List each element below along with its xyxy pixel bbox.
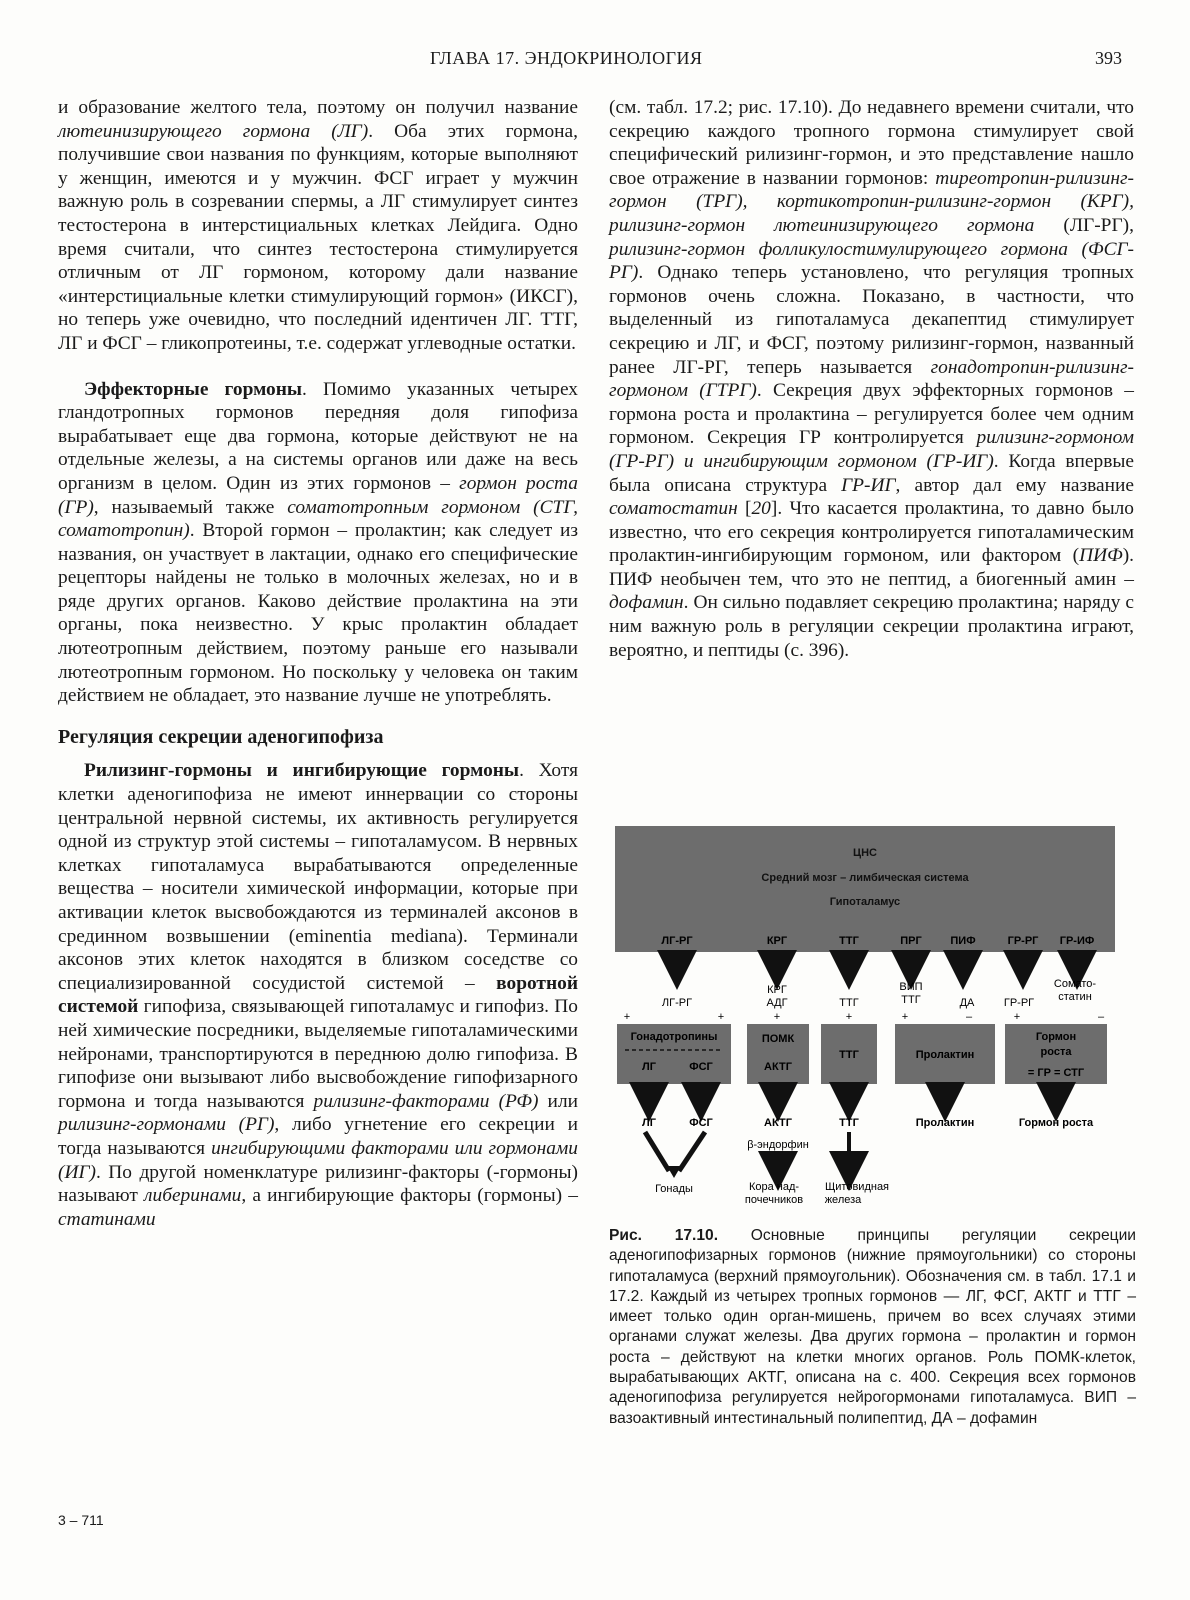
text-run: ГР-ИГ [841, 474, 896, 496]
out-growth-hormone: Гормон роста [1018, 1117, 1094, 1129]
gonadotropins-label: Гонадотропины [630, 1031, 718, 1043]
text-run: , называемый также [93, 496, 288, 518]
text-run: гонадотропин-рилизинг-гормоном (ГТРГ) [609, 356, 1134, 402]
text-run: дофамин [609, 592, 684, 614]
text-run: . Хотя клетки аденогипофиза не имеют иннервации со стороны центральной нервной системы, их активность регулируется одной из структур этой системы – гипоталамусом. В нервных клетках гипоталамуса вырабатываются определенные вещества – носители химической информации, которые при активации клеток высвобождаются из терминалей аксонов в срединном возвышении (eminentia mediana). Терминали аксонов этих клеток находятся в близком соседстве со специализированной сосудистой системой – [58, 760, 578, 994]
plus-sign: + [623, 1011, 631, 1023]
mid-somato-1: Сомато- [1053, 978, 1097, 990]
out-endorphin: β-эндорфин [747, 1139, 809, 1151]
mid-adg: АДГ [766, 997, 788, 1009]
plus-sign: + [1013, 1011, 1021, 1023]
gonads-arrowhead [667, 1166, 681, 1178]
text-run: , либо угнетение его секреции и тогда называются [58, 1114, 578, 1159]
text-run: [ [737, 498, 752, 520]
text-run: ). ПИФ необычен тем, что это не пептид, а биогенный амин – [609, 545, 1134, 590]
text-run: . Помимо указанных четырех гландотропных гормонов передняя доля гипофиза вырабатывает еще два гормона, которые действуют не на отдельные железы, а на системы органов или даже на весь организм в целом. Один из этих гормонов – [58, 378, 578, 494]
text-run: рилизинг-гормонами (РГ) [58, 1114, 275, 1136]
mid-ttg: ТТГ [839, 997, 859, 1009]
mid-ttg2: ТТГ [901, 994, 921, 1006]
text-run: (ЛГ-РГ), [1034, 214, 1134, 236]
regulation-diagram [609, 826, 1134, 1214]
caption-text: Основные принципы регуляции секреции аденогипофизарных гормонов (нижние прямоугольники) со стороны гипоталамуса (верхний прямоугольник). Обозначения см. в табл. 17.1 и 17.2. Каждый из четырех тропных гормонов — ЛГ, ФСГ, АКТГ и ТТГ – имеет только один орган-мишень, причем во всех случаях этими органами служат железы. Два других гормона – пролактин и гормон роста – действуют на клетки многих органов. Роль ПОМК-клеток, вырабатывающих АКТГ, описана на с. 400. Секреция всех гормонов аденогипофиза регулируется нейрогормонами гипоталамуса. ВИП – вазоактивный интестинальный полипептид, ДА – дофамин [609, 1227, 1136, 1427]
mid-somato-2: статин [1058, 991, 1092, 1003]
aktg-box-label: АКТГ [764, 1061, 792, 1073]
pomk-label: ПОМК [761, 1033, 795, 1045]
section-heading: Регуляция секреции аденогипофиза [58, 725, 384, 748]
minus-sign: – [965, 1011, 973, 1023]
text-run: Эффекторные гормоны [84, 378, 303, 400]
hh-pif: ПИФ [950, 935, 976, 947]
mid-krg: КРГ [767, 984, 787, 996]
gonad-fsg-label: ФСГ [689, 1061, 713, 1073]
text-run: соматостатин [609, 498, 738, 520]
hh-prg: ПРГ [900, 935, 922, 947]
right-column [609, 96, 1134, 662]
left-paragraph-2 [58, 378, 578, 708]
left-paragraph-3 [58, 759, 578, 1231]
gr-label-3: = ГР = СТГ [1027, 1067, 1085, 1079]
text-run: и образование желтого тела, поэтому он получил название [58, 97, 578, 118]
plus-sign: + [717, 1011, 725, 1023]
cns-label: ЦНС [853, 847, 877, 859]
hh-grif: ГР-ИФ [1059, 935, 1095, 947]
out-lg: ЛГ [642, 1117, 656, 1129]
text-run: или [538, 1090, 578, 1112]
hh-krg: КРГ [766, 935, 788, 947]
text-run: Рилизинг-гормоны и ингибирующие гормоны [84, 760, 520, 782]
plus-sign: + [845, 1011, 853, 1023]
target-arrows [645, 1132, 705, 1171]
text-run: 20 [751, 498, 771, 520]
out-ttg: ТТГ [839, 1117, 859, 1129]
right-paragraph-1 [609, 96, 1134, 662]
target-thyroid-2: железа [824, 1194, 862, 1206]
hh-lgrg: ЛГ-РГ [661, 935, 693, 947]
text-run: (см. табл. 17.2; рис. 17.10). До недавнего времени считали, что секрецию каждого тропного гормона стимулирует свой специфический рилизинг-гормон, и это представление нашло свое отражение в названии гормонов: [609, 97, 1134, 189]
midbrain-label: Средний мозг – лимбическая система [761, 872, 969, 884]
text-run: ингибирующими факторами или гормонами (ИГ) [58, 1137, 578, 1183]
text-run: . Оба этих гормона, получившие свои названия по функциям, которые выполняют у женщин, имеются и у мужчин. ФСГ играет у мужчин важную роль в созревании спермы, а ЛГ стимулирует синтез тестостерона в интерстициальных клетках Лейдига. Одно время считали, что синтез тестостерона стимулируется отличным от ЛГ гормоном, которому дали название «интерстициальные клетки стимулирующий гормон» (ИКСГ), но теперь уже очевидно, что последний идентичен ЛГ. ТТГ, ЛГ и ФСГ – гликопротеины, т.е. содержат углеводные остатки. [58, 120, 578, 354]
mid-vip: ВИП [899, 981, 923, 993]
text-run: . Однако теперь установлено, что регуляция тропных гормонов очень сложна. Показано, в частности, что выделенный из гипоталамуса декапептид стимулирует секрецию и ЛГ, и ФСГ, поэтому рилизинг-гормон, названный ранее ЛГ-РГ, теперь называется [609, 262, 1134, 378]
chapter-title: ГЛАВА 17. ЭНДОКРИНОЛОГИЯ [430, 48, 703, 68]
left-paragraph-1 [58, 96, 578, 356]
text-run: гормон роста (ГР) [58, 472, 578, 518]
text-run: , а ингибирующие факторы (гормоны) – [241, 1185, 578, 1207]
text-run: лютеинизирующего гормона (ЛГ) [58, 120, 369, 142]
mid-grrg: ГР-РГ [1003, 997, 1035, 1009]
out-aktg: АКТГ [764, 1117, 792, 1129]
left-column [58, 96, 578, 1231]
caption-label: Рис. 17.10. [609, 1227, 719, 1244]
plus-sign: + [773, 1011, 781, 1023]
text-run: ]. Что касается пролактина, то давно было известно, что его секреция контролируется гипоталамическим пролактин-ингибирующим гормоном, или фактором ( [609, 498, 1134, 567]
hh-grrg: ГР-РГ [1007, 935, 1039, 947]
out-prolactin: Пролактин [915, 1117, 975, 1129]
figure-17-10 [609, 826, 1134, 1214]
text-run: рилизинг-гормоном (ГР-РГ) и ингибирующим гормоном (ГР-ИГ) [609, 427, 1134, 472]
hypothalamus-box [615, 826, 1115, 952]
plus-sign: + [901, 1011, 909, 1023]
text-run: . Когда впервые была описана структура [609, 450, 1134, 496]
output-arrows [649, 1084, 1056, 1102]
down-arrows [677, 952, 1077, 970]
target-adrenal-2: почечников [744, 1194, 804, 1206]
text-run: рилизинг-факторами (РФ) [313, 1090, 539, 1112]
hh-ttg: ТТГ [839, 935, 859, 947]
text-run: соматотропным гормоном (СТГ, соматотропин) [58, 496, 578, 542]
figure-caption [609, 1226, 1136, 1429]
text-run: . Секреция двух эффекторных гормонов – гормона роста и пролактина – регулируется более чем одним гормоном. Секреция ГР контролируется [609, 380, 1134, 449]
mid-lgrg: ЛГ-РГ [661, 997, 693, 1009]
text-run: . Он сильно подавляет секрецию пролактина; наряду с ним важную роль в регуляции секреции пролактина играют, вероятно, и пептиды (с. 396). [609, 592, 1134, 661]
text-run: . По другой номенклатуре рилизинг-факторы (-гормоны) называют [58, 1161, 578, 1207]
target-thyroid-1: Щитовидная [824, 1181, 890, 1193]
text-run: статинами [58, 1208, 156, 1230]
gonad-lg-label: ЛГ [642, 1061, 656, 1073]
text-run: , автор дал ему название [895, 474, 1135, 496]
text-run: тиреотропин-рилизинг-гормон (ТРГ), кортикотропин-рилизинг-гормон (КРГ), рилизинг-гормон лютеинизирующего гормона [609, 167, 1134, 236]
mid-da: ДА [959, 997, 975, 1009]
minus-sign: – [1097, 1011, 1105, 1023]
text-run: воротной системой [58, 972, 578, 1018]
gr-label-1: Гормон [1035, 1031, 1077, 1043]
prolactin-box-label: Пролактин [915, 1049, 975, 1061]
ttg-box-label: ТТГ [839, 1049, 859, 1061]
page-number: 393 [1095, 48, 1122, 68]
target-adrenal-1: Кора над- [748, 1181, 800, 1193]
signature-mark: 3 – 711 [58, 1512, 104, 1528]
hypothalamus-label: Гипоталамус [829, 896, 901, 908]
text-run: ПИФ [1079, 545, 1123, 567]
running-header [0, 48, 1190, 74]
text-run: либеринами [144, 1185, 242, 1207]
gr-label-2: роста [1040, 1046, 1072, 1058]
out-fsg: ФСГ [689, 1117, 713, 1129]
target-arrows-2 [778, 1132, 849, 1171]
text-run: гипофиза, связывающей гипоталамус и гипофиз. По ней химические посредники, выделяемые гипоталамическими нейронами, транспортируются в переднюю долю гипофиза. В гипофизе они вызывают либо высвобождение гипофизарного гормона и тогда называются [58, 996, 578, 1112]
text-run: рилизинг-гормон фолликулостимулирующего гормона (ФСГ-РГ) [609, 238, 1134, 284]
target-gonads: Гонады [655, 1183, 693, 1195]
text-run: . Второй гормон – пролактин; как следует из названия, он участвует в лактации, однако его специфические рецепторы найдены не только в молочных железах, но и в ряде других органов. Каково действие пролактина на эти органы, пока неизвестно. У крыс пролактин обладает лютеотропным действием, поэтому раньше его называли лютеотропным гормоном. Но поскольку у человека он таким действием не обладает, это название лучше не употреблять. [58, 520, 578, 707]
